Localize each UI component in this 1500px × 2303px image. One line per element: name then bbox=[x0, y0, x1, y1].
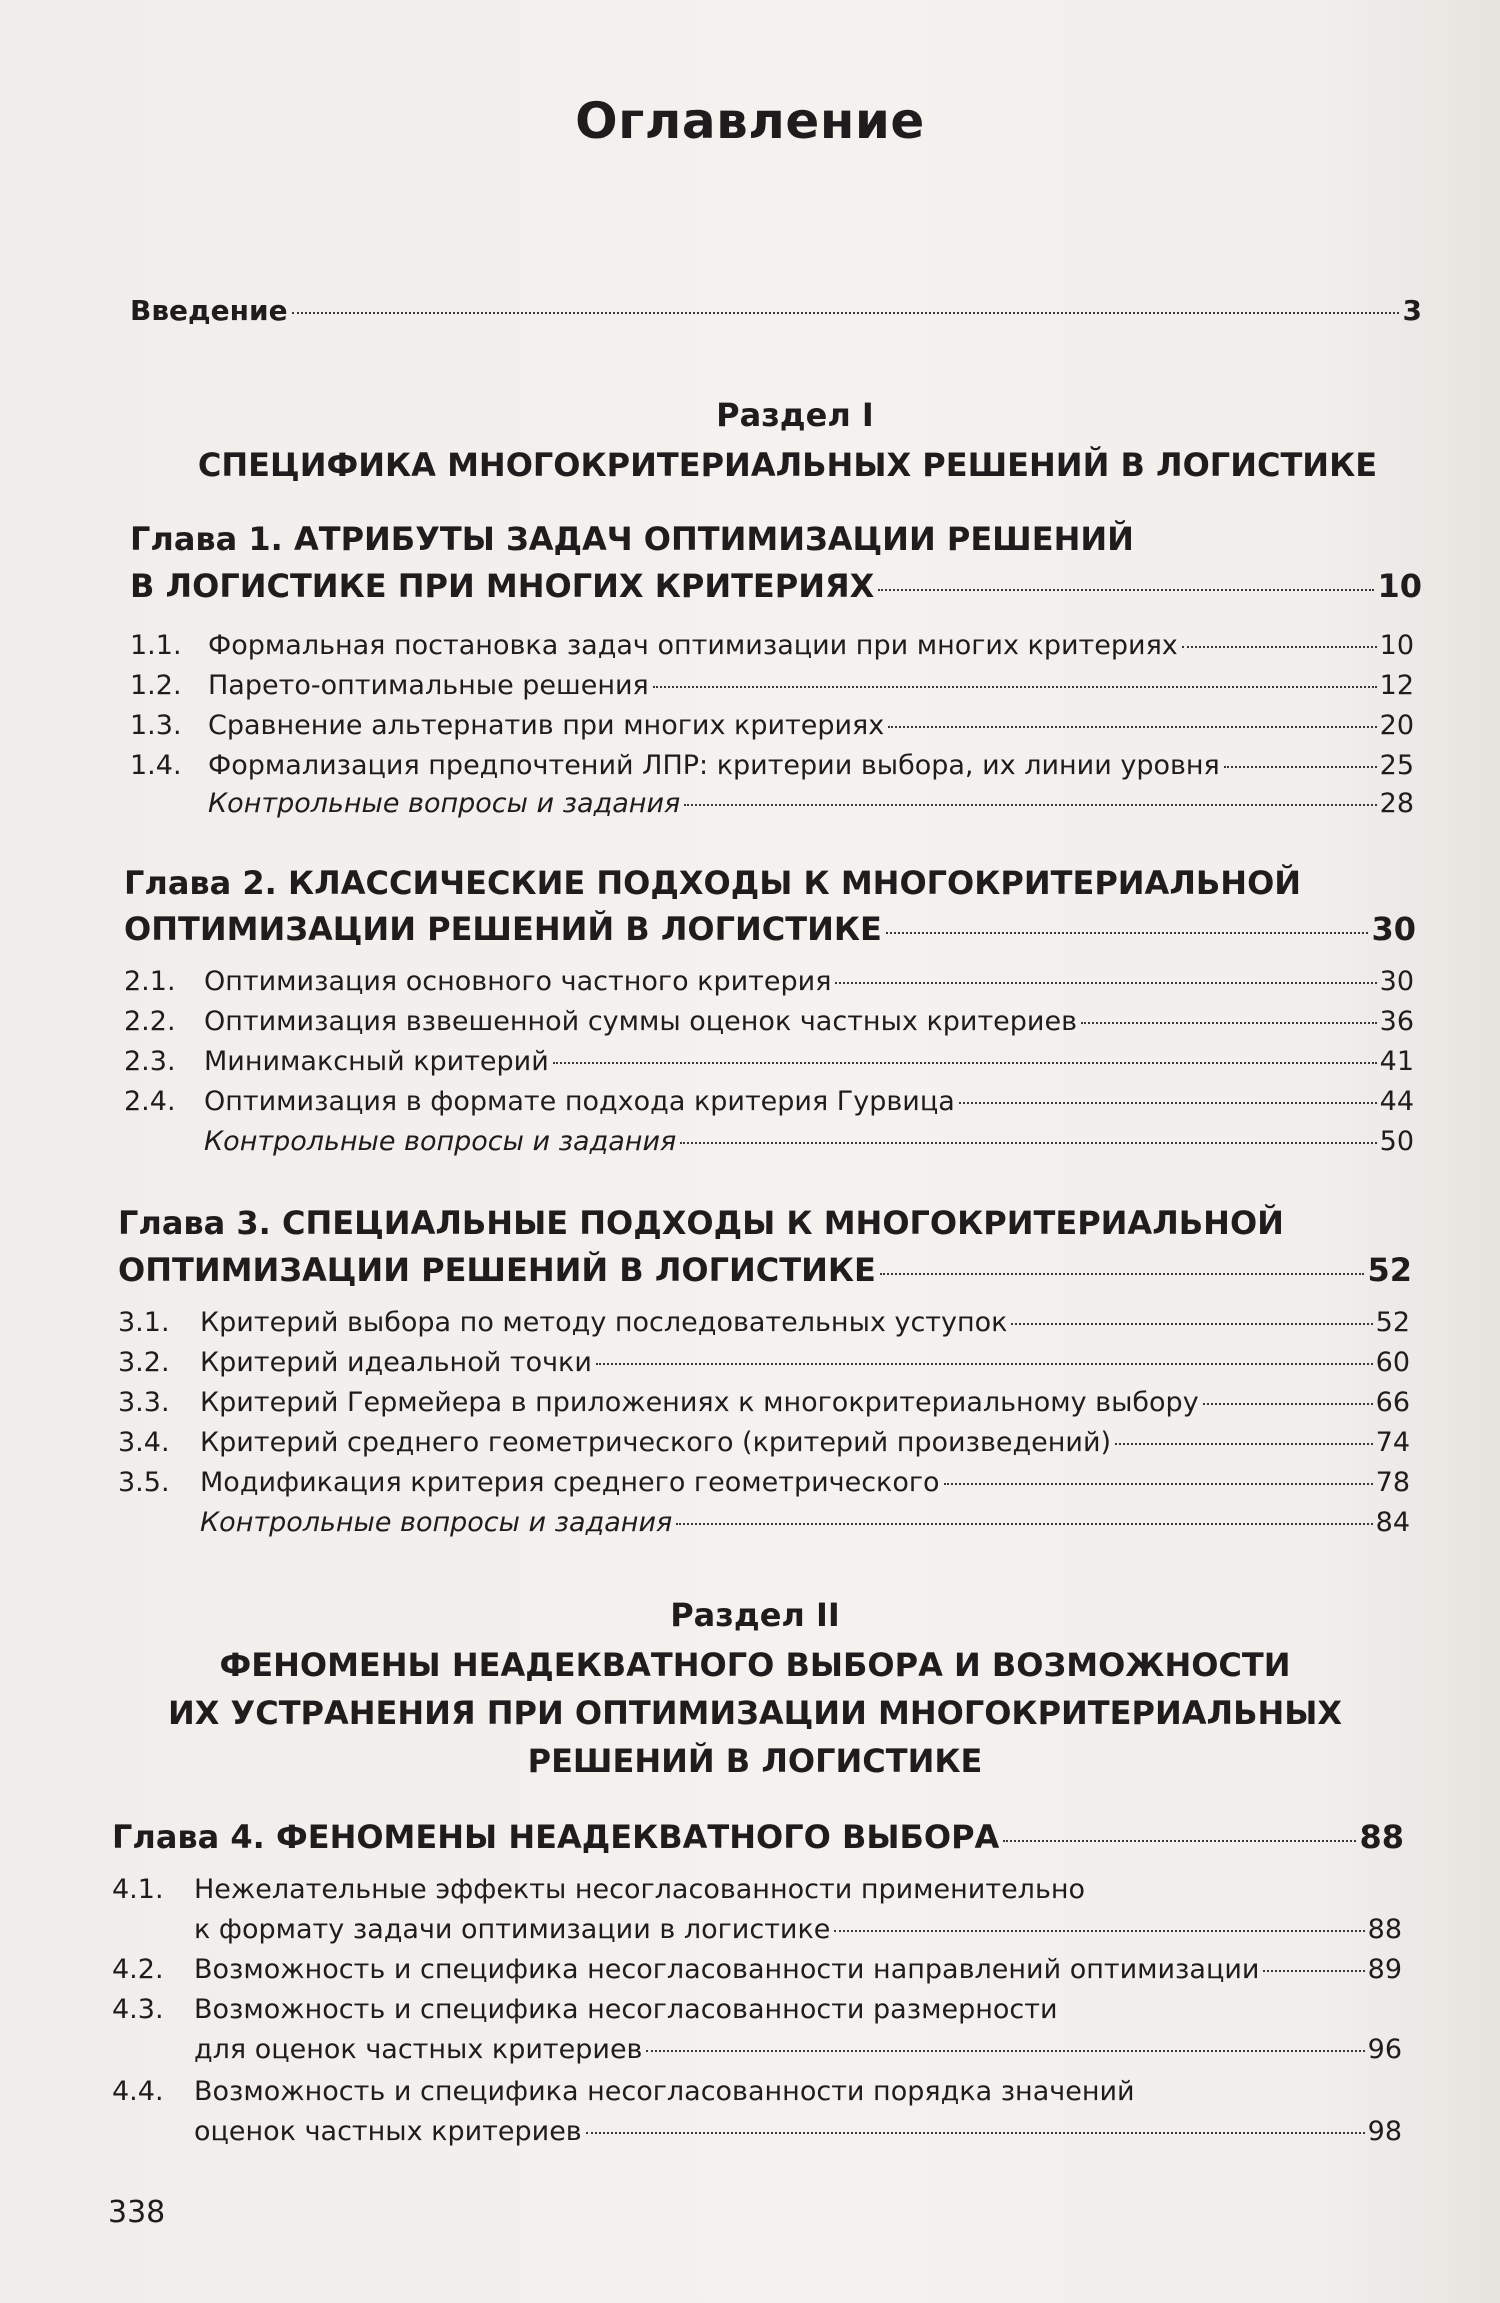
toc-entry-label: Введение bbox=[130, 294, 288, 327]
toc-page-number: 12 bbox=[1379, 670, 1414, 701]
toc-page-number: 30 bbox=[1379, 966, 1414, 997]
section-number: 1.2. bbox=[130, 670, 182, 701]
toc-entry-section[interactable] bbox=[204, 1006, 1414, 1037]
toc-entry-section[interactable] bbox=[208, 750, 1414, 781]
toc-entry-chapter-3[interactable] bbox=[118, 1251, 1412, 1289]
page-title: Оглавление bbox=[575, 92, 925, 150]
toc-entry-label: Контрольные вопросы и задания bbox=[208, 788, 681, 819]
toc-entry-label: Модификация критерия среднего геометрического bbox=[200, 1467, 940, 1498]
part-title-line: РЕШЕНИЙ В ЛОГИСТИКЕ bbox=[527, 1742, 983, 1780]
toc-entry-label: Критерий выбора по методу последовательных уступок bbox=[200, 1307, 1008, 1338]
section-number: 2.4. bbox=[124, 1086, 176, 1117]
section-number: 2.3. bbox=[124, 1046, 176, 1077]
chapter-title: Глава 3. СПЕЦИАЛЬНЫЕ ПОДХОДЫ К МНОГОКРИТЕРИАЛЬНОЙ bbox=[118, 1204, 1284, 1242]
toc-entry-chapter-2[interactable] bbox=[124, 910, 1416, 948]
dot-leader bbox=[1081, 1022, 1377, 1024]
toc-entry-review-questions[interactable] bbox=[200, 1507, 1410, 1538]
toc-entry-section[interactable] bbox=[200, 1347, 1410, 1378]
section-number: 3.4. bbox=[118, 1427, 170, 1458]
section-number: 3.2. bbox=[118, 1347, 170, 1378]
toc-page-number: 10 bbox=[1377, 567, 1422, 605]
toc-entry-intro[interactable] bbox=[130, 294, 1422, 327]
dot-leader bbox=[1224, 766, 1377, 768]
section-number: 1.1. bbox=[130, 630, 182, 661]
toc-entry-label: Минимаксный критерий bbox=[204, 1046, 549, 1077]
dot-leader bbox=[646, 2050, 1364, 2052]
toc-page-number: 52 bbox=[1375, 1307, 1410, 1338]
toc-page-number: 88 bbox=[1359, 1818, 1404, 1856]
dot-leader bbox=[944, 1483, 1373, 1485]
toc-entry-label: оценок частных критериев bbox=[194, 2116, 582, 2147]
toc-entry-label: Критерий Гермейера в приложениях к многокритериальному выбору bbox=[200, 1387, 1199, 1418]
dot-leader bbox=[596, 1363, 1373, 1365]
toc-entry-section[interactable] bbox=[204, 1086, 1414, 1117]
toc-entry-section[interactable] bbox=[208, 670, 1414, 701]
section-number: 2.2. bbox=[124, 1006, 176, 1037]
toc-entry-label: для оценок частных критериев bbox=[194, 2034, 643, 2065]
toc-page-number: 28 bbox=[1379, 788, 1414, 819]
section-number: 2.1. bbox=[124, 966, 176, 997]
toc-entry-section[interactable] bbox=[208, 630, 1414, 661]
toc-page-number: 52 bbox=[1367, 1251, 1412, 1289]
section-number: 3.3. bbox=[118, 1387, 170, 1418]
toc-entry-label: Парето-оптимальные решения bbox=[208, 670, 649, 701]
toc-entry-label: В ЛОГИСТИКЕ ПРИ МНОГИХ КРИТЕРИЯХ bbox=[130, 567, 875, 605]
section-title-line: Возможность и специфика несогласованности размерности bbox=[194, 1994, 1058, 2025]
toc-entry-section[interactable] bbox=[204, 966, 1414, 997]
section-number: 4.2. bbox=[112, 1954, 164, 1985]
toc-page-number: 50 bbox=[1379, 1126, 1414, 1157]
toc-page-number: 60 bbox=[1375, 1347, 1410, 1378]
section-title-line: Нежелательные эффекты несогласованности применительно bbox=[194, 1874, 1086, 1905]
dot-leader bbox=[684, 804, 1376, 806]
toc-entry-label: Формальная постановка задач оптимизации при многих критериях bbox=[208, 630, 1178, 661]
chapter-title: Глава 2. КЛАССИЧЕСКИЕ ПОДХОДЫ К МНОГОКРИТЕРИАЛЬНОЙ bbox=[124, 864, 1302, 902]
toc-entry-section[interactable] bbox=[200, 1427, 1410, 1458]
toc-page-number: 41 bbox=[1379, 1046, 1414, 1077]
section-number: 1.3. bbox=[130, 710, 182, 741]
toc-page-number: 78 bbox=[1375, 1467, 1410, 1498]
toc-page-number: 98 bbox=[1367, 2116, 1402, 2147]
part-title-line: ИХ УСТРАНЕНИЯ ПРИ ОПТИМИЗАЦИИ МНОГОКРИТЕРИАЛЬНЫХ bbox=[167, 1694, 1343, 1732]
page-number: 338 bbox=[108, 2195, 166, 2230]
dot-leader bbox=[292, 312, 1399, 314]
toc-entry-label: Возможность и специфика несогласованности направлений оптимизации bbox=[194, 1954, 1260, 1985]
toc-entry-label: Оптимизация в формате подхода критерия Гурвица bbox=[204, 1086, 955, 1117]
toc-page-number: 96 bbox=[1367, 2034, 1402, 2065]
toc-entry-section[interactable] bbox=[194, 2034, 1402, 2065]
toc-entry-section[interactable] bbox=[204, 1046, 1414, 1077]
toc-entry-chapter-4[interactable] bbox=[112, 1818, 1404, 1856]
toc-page-number: 74 bbox=[1375, 1427, 1410, 1458]
section-number: 4.3. bbox=[112, 1994, 164, 2025]
toc-page-number: 30 bbox=[1371, 910, 1416, 948]
dot-leader bbox=[680, 1142, 1376, 1144]
dot-leader bbox=[888, 726, 1376, 728]
toc-entry-label: Критерий среднего геометрического (критерий произведений) bbox=[200, 1427, 1112, 1458]
toc-entry-section[interactable] bbox=[200, 1467, 1410, 1498]
toc-entry-label: Формализация предпочтений ЛПР: критерии выбора, их линии уровня bbox=[208, 750, 1220, 781]
dot-leader bbox=[1263, 1970, 1364, 1972]
section-number: 3.5. bbox=[118, 1467, 170, 1498]
toc-entry-label: Оптимизация взвешенной суммы оценок частных критериев bbox=[204, 1006, 1077, 1037]
section-number: 3.1. bbox=[118, 1307, 170, 1338]
part-title-line: ФЕНОМЕНЫ НЕАДЕКВАТНОГО ВЫБОРА И ВОЗМОЖНОСТИ bbox=[219, 1646, 1291, 1684]
part-label: Раздел II bbox=[670, 1596, 840, 1634]
toc-page-number: 88 bbox=[1367, 1914, 1402, 1945]
toc-entry-label: Критерий идеальной точки bbox=[200, 1347, 592, 1378]
toc-entry-section[interactable] bbox=[194, 1914, 1402, 1945]
dot-leader bbox=[553, 1062, 1377, 1064]
toc-entry-section[interactable] bbox=[194, 2116, 1402, 2147]
toc-entry-label: Контрольные вопросы и задания bbox=[200, 1507, 673, 1538]
toc-entry-review-questions[interactable] bbox=[204, 1126, 1414, 1157]
toc-page-number: 10 bbox=[1379, 630, 1414, 661]
dot-leader bbox=[880, 1273, 1365, 1275]
toc-entry-label: ОПТИМИЗАЦИИ РЕШЕНИЙ В ЛОГИСТИКЕ bbox=[124, 910, 882, 948]
toc-entry-label: ОПТИМИЗАЦИИ РЕШЕНИЙ В ЛОГИСТИКЕ bbox=[118, 1251, 876, 1289]
dot-leader bbox=[878, 589, 1374, 591]
toc-entry-label: Глава 4. ФЕНОМЕНЫ НЕАДЕКВАТНОГО ВЫБОРА bbox=[112, 1818, 1000, 1856]
toc-entry-label: Сравнение альтернатив при многих критериях bbox=[208, 710, 885, 741]
toc-entry-review-questions[interactable] bbox=[208, 788, 1414, 819]
part-label: Раздел I bbox=[716, 396, 874, 434]
dot-leader bbox=[653, 686, 1377, 688]
dot-leader bbox=[586, 2132, 1365, 2134]
section-number: 1.4. bbox=[130, 750, 182, 781]
section-number: 4.1. bbox=[112, 1874, 164, 1905]
toc-page-number: 36 bbox=[1379, 1006, 1414, 1037]
toc-entry-label: к формату задачи оптимизации в логистике bbox=[194, 1914, 831, 1945]
toc-entry-section[interactable] bbox=[200, 1307, 1410, 1338]
part-title: СПЕЦИФИКА МНОГОКРИТЕРИАЛЬНЫХ РЕШЕНИЙ В ЛОГИСТИКЕ bbox=[197, 446, 1378, 484]
dot-leader bbox=[1115, 1443, 1373, 1445]
dot-leader bbox=[1203, 1403, 1373, 1405]
dot-leader bbox=[1003, 1840, 1356, 1842]
toc-page-number: 20 bbox=[1379, 710, 1414, 741]
toc-entry-section[interactable] bbox=[208, 710, 1414, 741]
section-number: 4.4. bbox=[112, 2076, 164, 2107]
toc-page-number: 44 bbox=[1379, 1086, 1414, 1117]
toc-entry-section[interactable] bbox=[200, 1387, 1410, 1418]
dot-leader bbox=[835, 982, 1376, 984]
section-title-line: Возможность и специфика несогласованности порядка значений bbox=[194, 2076, 1135, 2107]
toc-page-number: 3 bbox=[1402, 294, 1422, 327]
toc-entry-label: Оптимизация основного частного критерия bbox=[204, 966, 832, 997]
toc-entry-section[interactable] bbox=[194, 1954, 1402, 1985]
toc-page-number: 84 bbox=[1375, 1507, 1410, 1538]
toc-page-number: 25 bbox=[1379, 750, 1414, 781]
dot-leader bbox=[1011, 1323, 1372, 1325]
chapter-title: Глава 1. АТРИБУТЫ ЗАДАЧ ОПТИМИЗАЦИИ РЕШЕНИЙ bbox=[130, 520, 1134, 558]
dot-leader bbox=[676, 1523, 1372, 1525]
dot-leader bbox=[886, 932, 1369, 934]
toc-entry-label: Контрольные вопросы и задания bbox=[204, 1126, 677, 1157]
toc-page-number: 66 bbox=[1375, 1387, 1410, 1418]
toc-page-number: 89 bbox=[1367, 1954, 1402, 1985]
dot-leader bbox=[959, 1102, 1377, 1104]
dot-leader bbox=[1182, 646, 1377, 648]
toc-entry-chapter-1[interactable] bbox=[130, 567, 1422, 605]
dot-leader bbox=[834, 1930, 1364, 1932]
